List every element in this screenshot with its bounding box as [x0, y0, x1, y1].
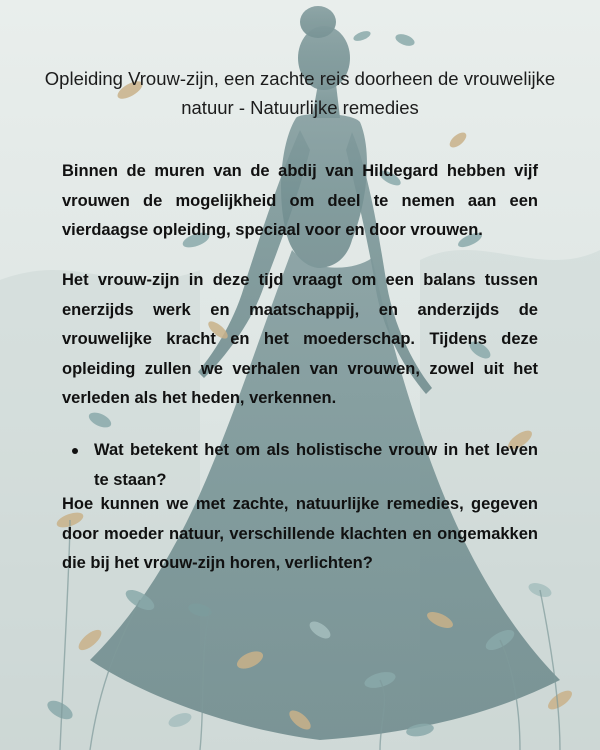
- intro-paragraph: Binnen de muren van de abdij van Hildegard hebben vijf vrouwen de mogelijkheid om deel te nemen aan een vierdaagse opleiding, speciaal voor en door vrouwen.: [62, 162, 538, 239]
- bullet-question: Wat betekent het om als holistische vrouw in het leven te staan?: [94, 441, 538, 489]
- closing-question: Hoe kunnen we met zachte, natuurlijke remedies, gegeven door moeder natuur, verschillende klachten en ongemakken die bij het vrouw-zijn horen, verlichten?: [62, 495, 538, 572]
- description-paragraph: Het vrouw-zijn in deze tijd vraagt om een balans tussen enerzijds werk en maatschappij, en anderzijds de vrouwelijke kracht en het moederschap. Tijdens deze opleiding zullen we verhalen van vrouwen, zowel uit het verleden als het heden, verkennen.: [62, 271, 538, 407]
- flyer-title: Opleiding Vrouw-zijn, een zachte reis doorheen de vrouwelijke natuur - Natuurlijke remedies: [44, 68, 556, 118]
- bullet-dot-icon: [72, 448, 78, 454]
